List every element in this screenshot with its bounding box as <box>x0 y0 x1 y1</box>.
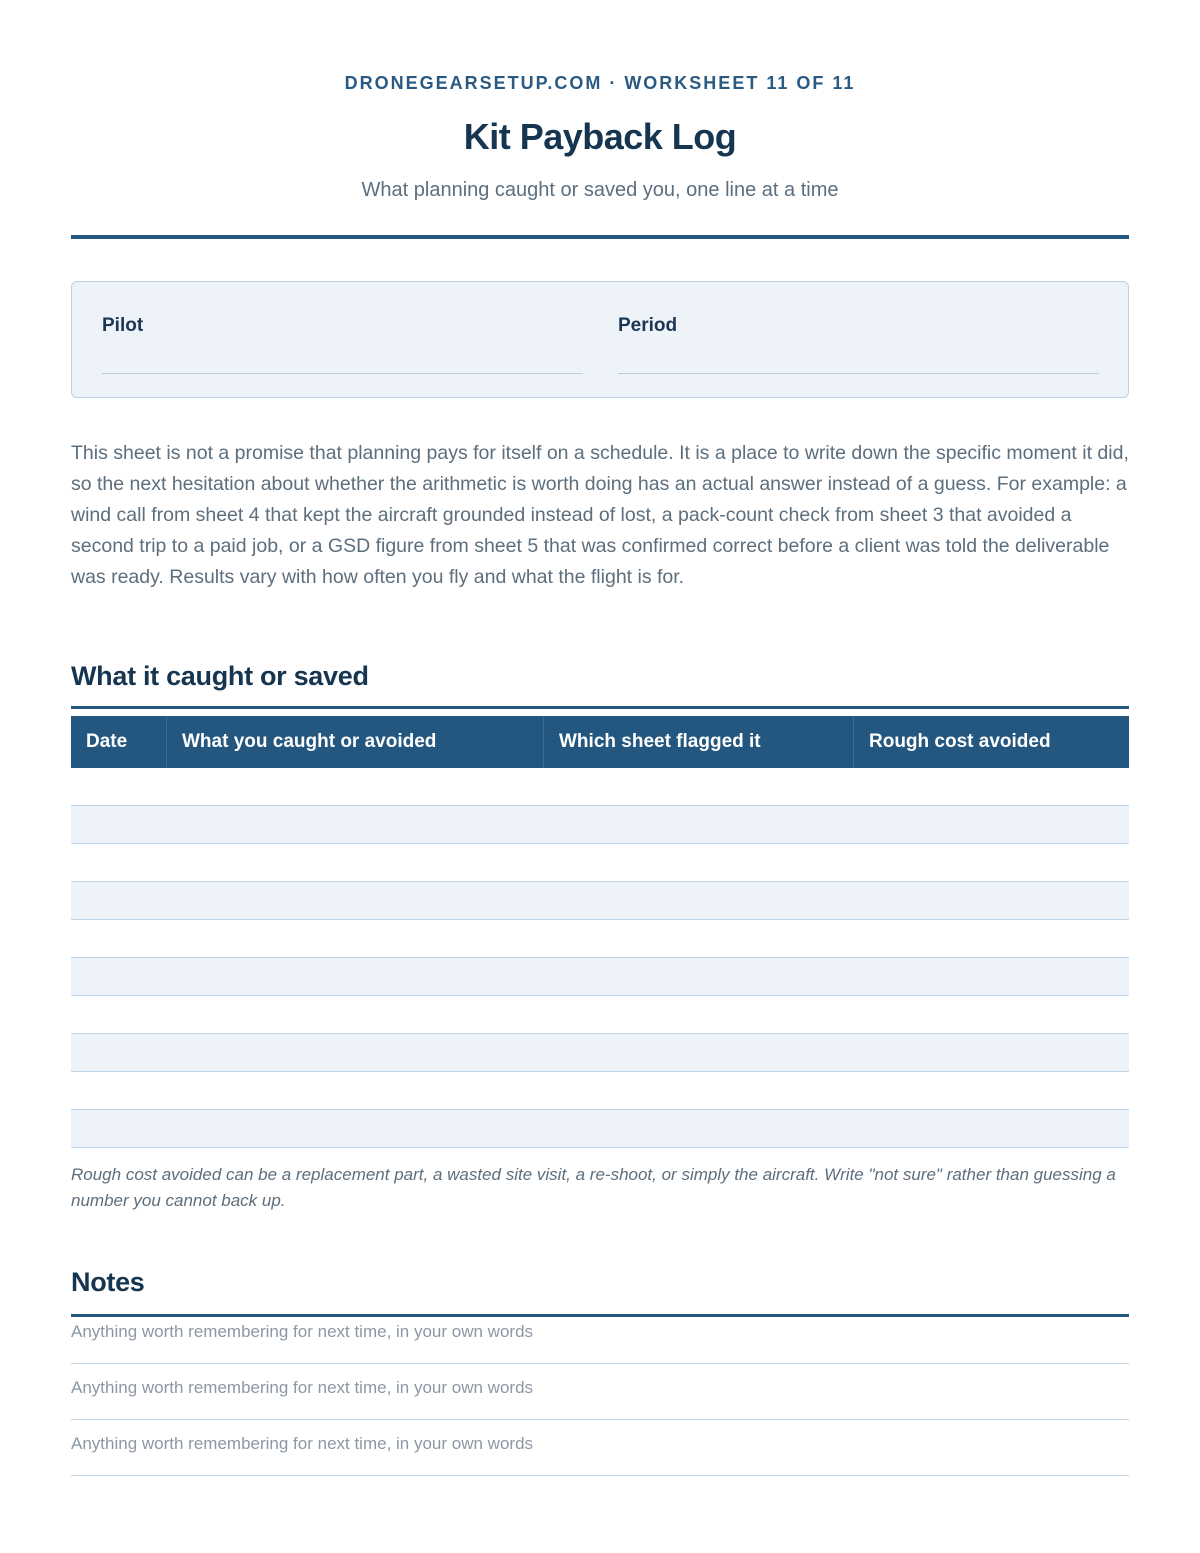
table-row[interactable] <box>71 920 1129 958</box>
column-header-cost: Rough cost avoided <box>853 716 1129 768</box>
table-row[interactable] <box>71 1034 1129 1072</box>
log-section-title: What it caught or saved <box>71 661 369 691</box>
period-field[interactable] <box>618 315 1099 337</box>
notes-placeholder: Anything worth remembering for next time, in your own words <box>71 1378 534 1397</box>
table-row[interactable] <box>71 1072 1129 1110</box>
page-subtitle: What planning caught or saved you, one line at a time <box>361 179 839 201</box>
notes-line[interactable] <box>71 1364 1129 1420</box>
pilot-label: Pilot <box>102 315 144 336</box>
column-header-sheet: Which sheet flagged it <box>543 716 853 768</box>
table-row[interactable] <box>71 1110 1129 1148</box>
period-write-line[interactable] <box>618 373 1099 374</box>
table-row[interactable] <box>71 768 1129 806</box>
log-footnote: Rough cost avoided can be a replacement part, a wasted site visit, a re-shoot, or simply the aircraft. Write "not sure" rather than guessing a number you cannot back up. <box>71 1165 1116 1210</box>
notes-placeholder: Anything worth remembering for next time, in your own words <box>71 1434 534 1453</box>
pilot-field[interactable] <box>102 315 583 337</box>
pilot-period-box <box>71 281 1129 398</box>
notes-section-title: Notes <box>71 1267 145 1297</box>
column-header-date: Date <box>86 731 128 752</box>
payback-log-table <box>71 716 1129 1148</box>
table-row[interactable] <box>71 844 1129 882</box>
table-row[interactable] <box>71 958 1129 996</box>
notes-line[interactable] <box>71 1420 1129 1476</box>
table-row[interactable] <box>71 806 1129 844</box>
log-section-divider <box>71 706 1129 709</box>
worksheet-eyebrow: DRONEGEARSETUP.COM · WORKSHEET 11 OF 11 <box>344 73 856 93</box>
table-header <box>71 716 1129 768</box>
notes-line[interactable] <box>71 1308 1129 1364</box>
table-body <box>71 768 1129 1148</box>
period-label: Period <box>618 315 678 336</box>
intro-paragraph: This sheet is not a promise that planning pays for itself on a schedule. It is a place to write down the specific moment it did, so the next hesitation about whether the arithmetic is worth doing has an actual answer instead of a guess. For example: a wind call from sheet 4 that kept the aircraft grounded instead of lost, a pack-count check from sheet 3 that avoided a second trip to a paid job, or a GSD figure from sheet 5 that was confirmed correct before a client was told the deliverable was ready. Results vary with how often you fly and what the flight is for. <box>71 442 1129 588</box>
header-divider <box>71 235 1129 239</box>
table-row[interactable] <box>71 882 1129 920</box>
notes-placeholder: Anything worth remembering for next time, in your own words <box>71 1322 534 1341</box>
table-row[interactable] <box>71 996 1129 1034</box>
column-header-caught: What you caught or avoided <box>166 716 543 768</box>
pilot-write-line[interactable] <box>102 373 583 374</box>
page-title: Kit Payback Log <box>463 116 737 157</box>
